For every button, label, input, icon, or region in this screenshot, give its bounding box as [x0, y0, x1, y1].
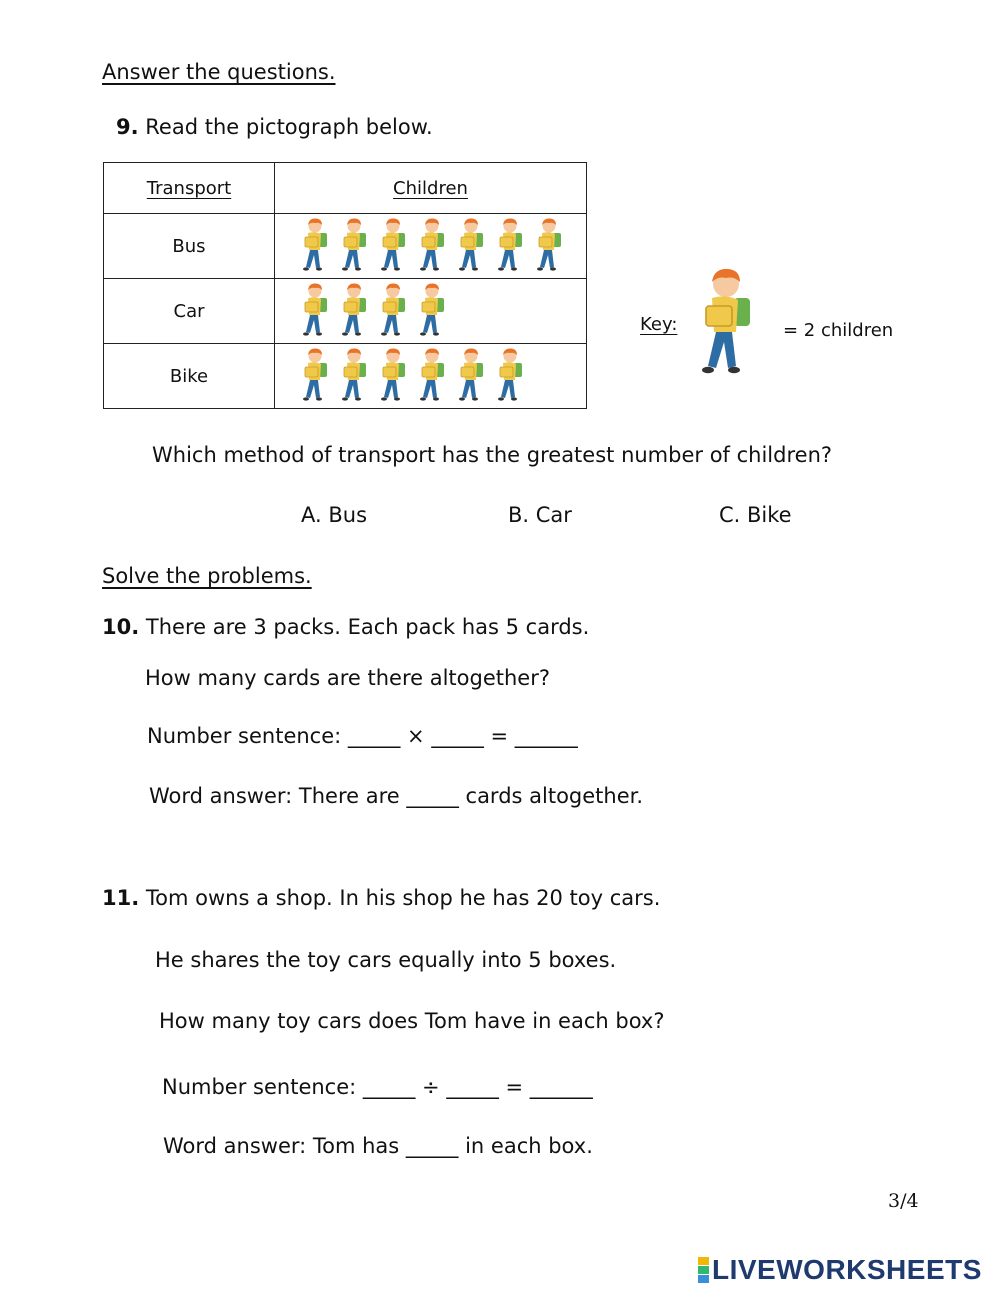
liveworksheets-logo [698, 1254, 982, 1286]
question-text: There are 3 packs. Each pack has 5 cards. [145, 615, 590, 639]
child-with-bag-icon [412, 217, 448, 275]
child-icons-row [275, 214, 586, 278]
child-icons-row [275, 344, 586, 408]
key-child-icon [686, 266, 758, 386]
question-11-word-answer[interactable]: Word answer: Tom has _____ in each box. [163, 1134, 593, 1158]
child-with-bag-icon [373, 217, 409, 275]
question-number: 9. [116, 115, 139, 139]
row-label-car: Car [104, 279, 275, 344]
question-text: Read the pictograph below. [145, 115, 433, 139]
question-9-text: Which method of transport has the greatest number of children? [152, 443, 833, 467]
section-heading-solve: Solve the problems. [102, 564, 312, 588]
child-with-bag-icon [490, 217, 526, 275]
table-row [104, 344, 587, 409]
key-label: Key: [640, 314, 678, 335]
question-number: 10. [102, 615, 140, 639]
table-row [104, 279, 587, 344]
question-11-number-sentence[interactable]: Number sentence: _____ ÷ _____ = ______ [162, 1075, 593, 1099]
question-11-line2: He shares the toy cars equally into 5 boxes. [155, 948, 617, 972]
question-10-number-sentence[interactable]: Number sentence: _____ × _____ = ______ [147, 724, 578, 748]
row-label-bus: Bus [104, 214, 275, 279]
column-header-transport: Transport [146, 177, 232, 199]
child-with-bag-icon [295, 217, 331, 275]
option-c[interactable]: C. Bike [719, 503, 792, 527]
child-with-bag-icon [373, 347, 409, 405]
child-with-bag-icon [490, 347, 526, 405]
logo-text: LIVEWORKSHEETS [712, 1254, 982, 1285]
child-with-bag-icon [451, 347, 487, 405]
page-number: 3/4 [888, 1190, 919, 1212]
option-a[interactable]: A. Bus [301, 503, 368, 527]
child-with-bag-icon [334, 347, 370, 405]
child-with-bag-icon [295, 282, 331, 340]
question-11-line3: How many toy cars does Tom have in each box? [159, 1009, 665, 1033]
option-b[interactable]: B. Car [508, 503, 572, 527]
key-value: = 2 children [783, 320, 894, 341]
child-with-bag-icon [451, 217, 487, 275]
question-text: Tom owns a shop. In his shop he has 20 toy cars. [145, 886, 661, 910]
pictograph-table [103, 162, 587, 409]
row-label-bike: Bike [104, 344, 275, 409]
child-with-bag-icon [686, 266, 758, 382]
column-header-children: Children [393, 177, 468, 199]
question-10-word-answer[interactable]: Word answer: There are _____ cards altogether. [149, 784, 644, 808]
table-row [104, 214, 587, 279]
table-header-row [104, 163, 587, 214]
child-with-bag-icon [529, 217, 565, 275]
question-10-line2: How many cards are there altogether? [145, 666, 550, 690]
child-icons-row [275, 279, 586, 343]
child-with-bag-icon [373, 282, 409, 340]
section-heading-answer: Answer the questions. [102, 60, 336, 84]
question-10-line1 [102, 615, 589, 639]
question-11-line1 [102, 886, 660, 910]
child-with-bag-icon [412, 347, 448, 405]
child-with-bag-icon [334, 282, 370, 340]
child-with-bag-icon [334, 217, 370, 275]
liveworksheets-logo-icon [698, 1257, 709, 1283]
child-with-bag-icon [295, 347, 331, 405]
question-9-prompt [116, 115, 433, 139]
question-number: 11. [102, 886, 140, 910]
child-with-bag-icon [412, 282, 448, 340]
